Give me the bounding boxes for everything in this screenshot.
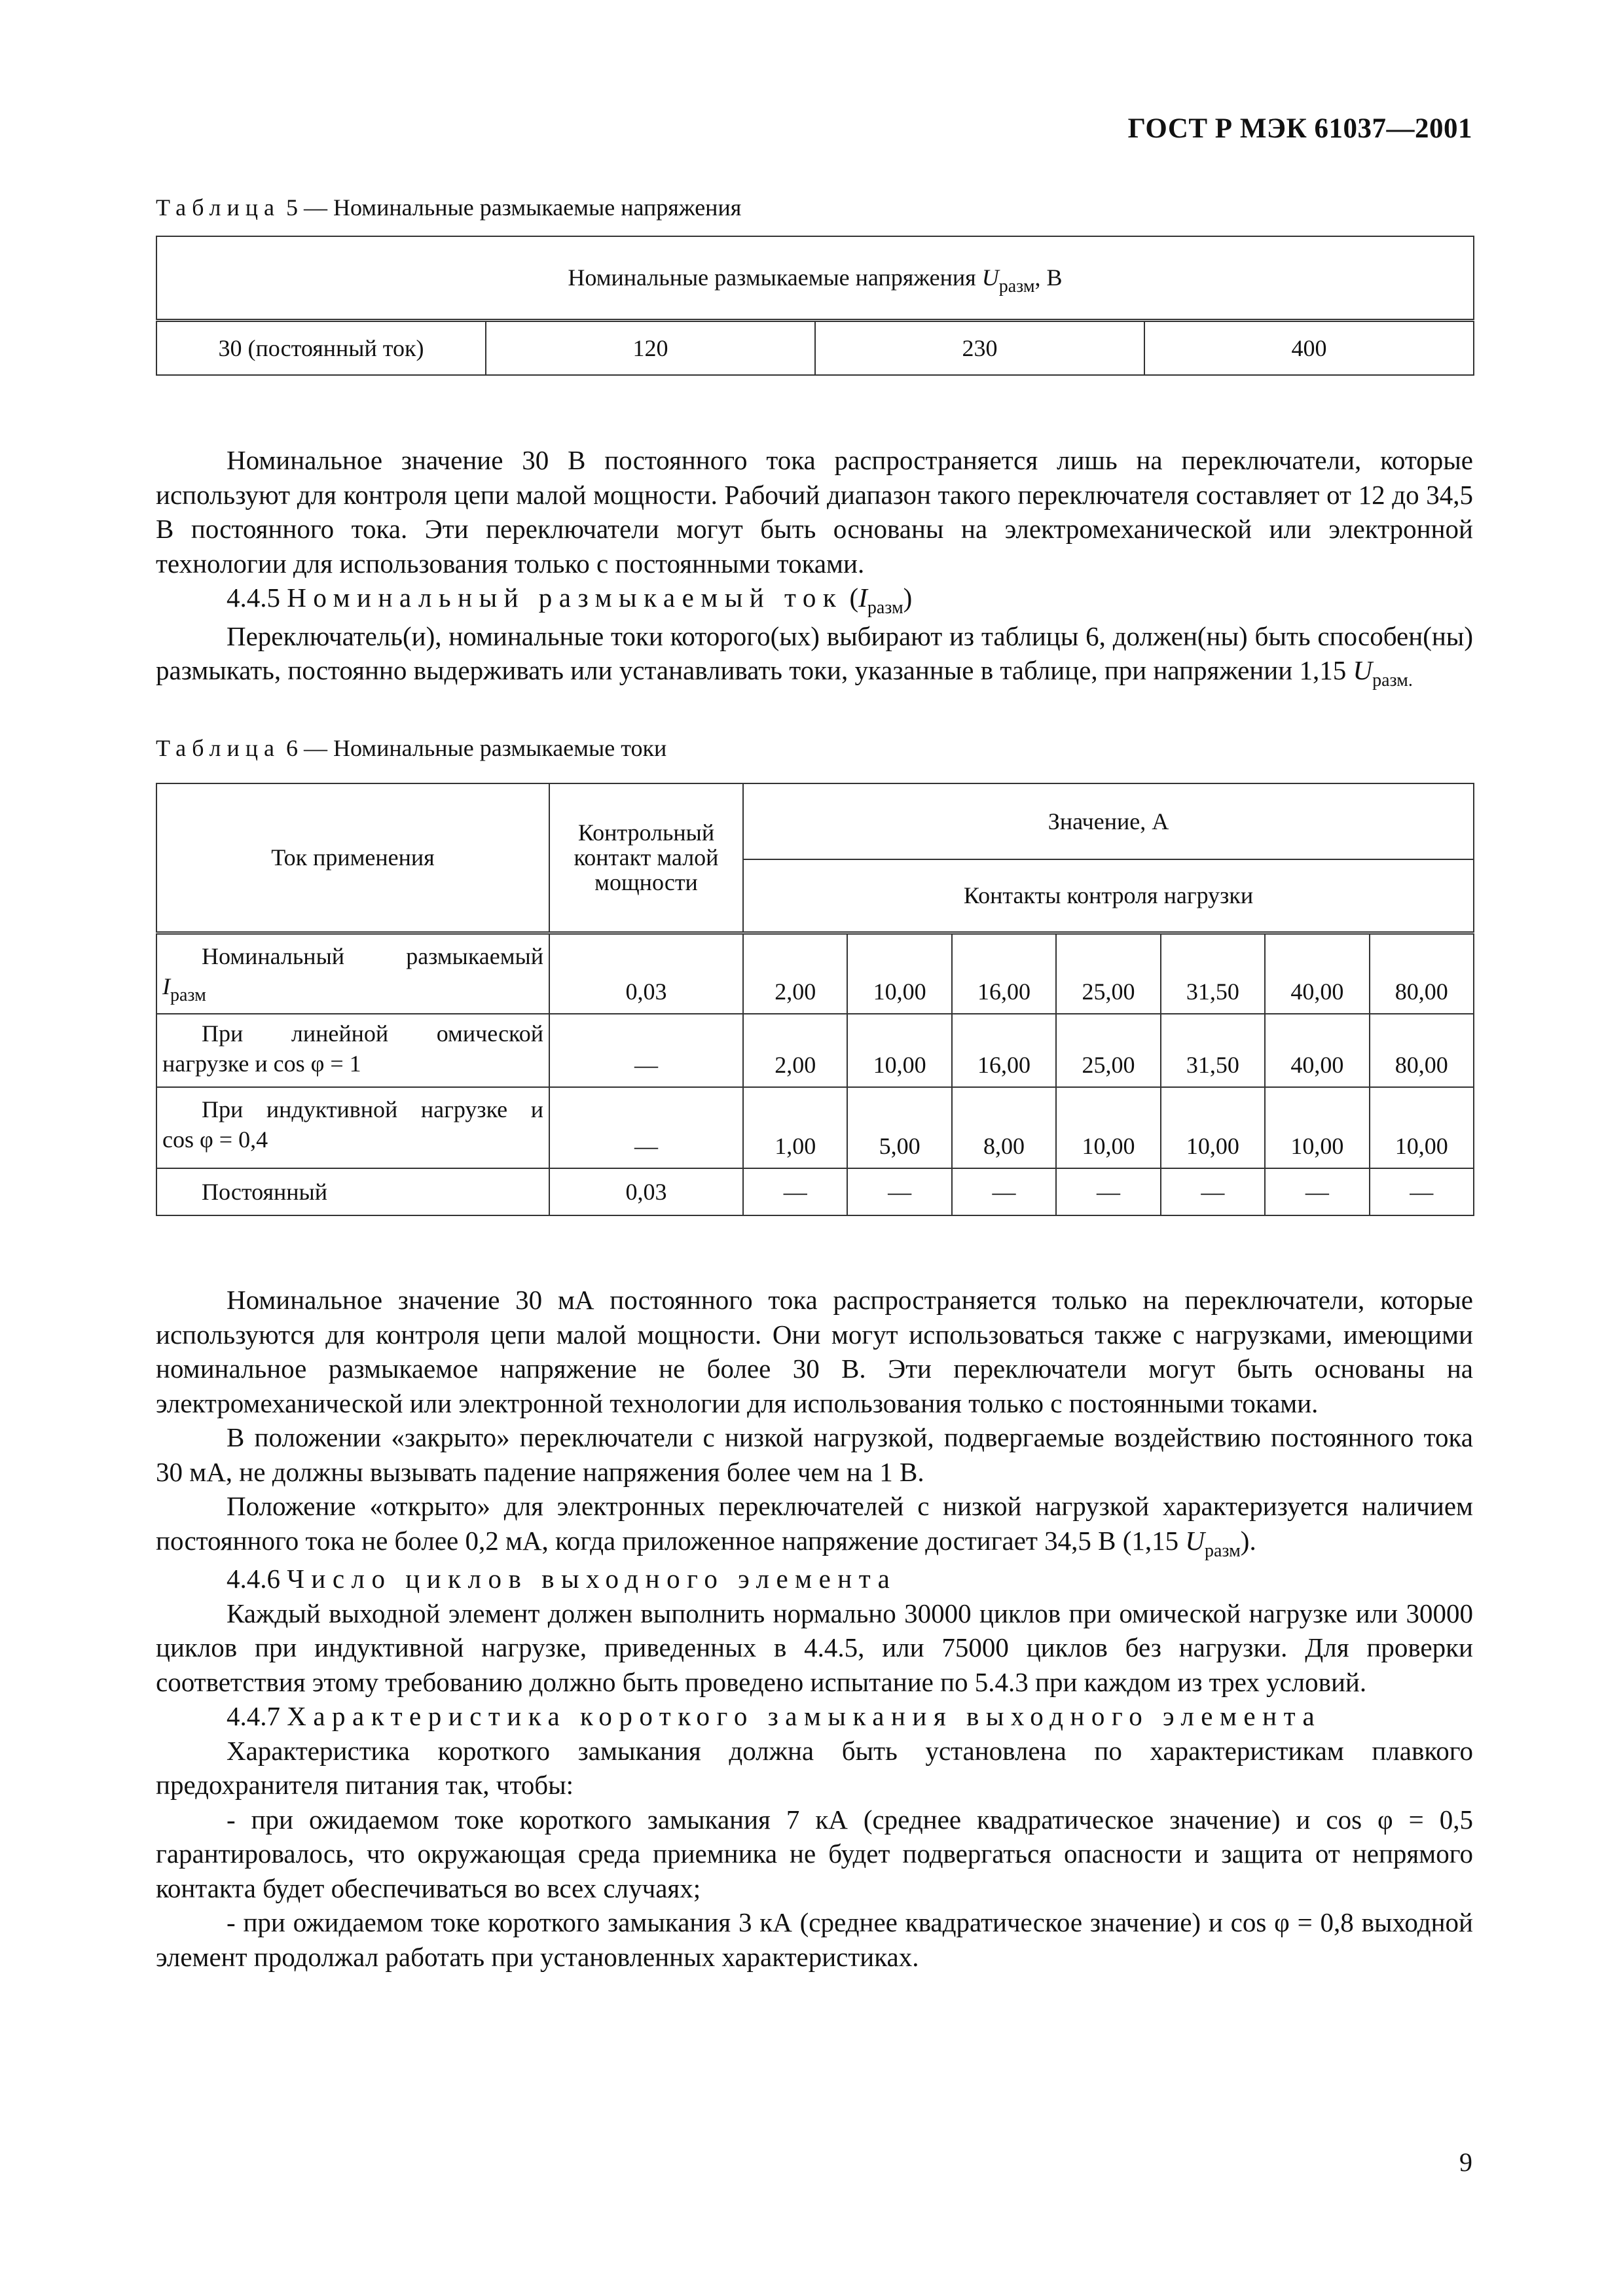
section-4-4-5-heading xyxy=(156,581,1473,619)
value-cell: 10,00 xyxy=(1370,1087,1474,1168)
table6-caption-text: 6 — Номинальные размыкаемые токи xyxy=(285,735,667,761)
text-block-1 xyxy=(156,443,1473,692)
list-item: - при ожидаемом токе короткого замыкания 3 кА (среднее квадратическое значение) и cos φ = 0,8 выходной элемент продолжал работать при установленных характеристиках. xyxy=(156,1907,1473,1972)
section-number: 4.4.7 xyxy=(227,1701,280,1731)
value-cell: 25,00 xyxy=(1056,1014,1160,1087)
value-cell: 31,50 xyxy=(1161,933,1265,1014)
value-cell: 2,00 xyxy=(743,1014,847,1087)
table6-caption-word: Таблица xyxy=(156,735,280,761)
value-cell: — xyxy=(952,1168,1056,1215)
symbol-sub: разм xyxy=(1204,1540,1241,1561)
table5-header-symbol: U xyxy=(981,264,999,291)
value-cell: 16,00 xyxy=(952,933,1056,1014)
symbol: I xyxy=(162,973,170,999)
table5-caption xyxy=(156,194,741,221)
col-header-current: Ток применения xyxy=(156,783,549,933)
row-label: Постоянный xyxy=(156,1168,549,1215)
paragraph: Характеристика короткого замыкания должна быть установлена по характеристикам плавкого предохранителя питания так, чтобы: xyxy=(156,1735,1473,1800)
table5 xyxy=(156,236,1474,376)
table5-caption-word: Таблица xyxy=(156,194,280,221)
table-row xyxy=(156,933,1474,1014)
row-label xyxy=(156,933,549,1014)
table-row xyxy=(156,1168,1474,1215)
value-cell: 10,00 xyxy=(1265,1087,1369,1168)
section-title: Число циклов выходного элемента xyxy=(287,1564,897,1594)
symbol: U xyxy=(1185,1525,1205,1556)
paragraph: Каждый выходной элемент должен выполнить нормально 30000 циклов при омической нагрузке или 30000 циклов при индуктивной нагрузке, приведенных в 4.4.5, или 75000 циклов без нагрузки. Для проверки соответствия этому требованию должно быть проведено испытание по 5.4.3 при каждом из трех условий. xyxy=(156,1598,1473,1697)
paragraph: Номинальное значение 30 В постоянного тока распространяется лишь на переключатели, которые используют для контроля цепи малой мощности. Рабочий диапазон такого переключателя составляет от 12 до 34,5 В постоянного тока. Эти переключатели могут быть основаны на электромеханической или электронной технологии для использования только с постоянными токами. xyxy=(156,445,1473,579)
low-power-cell: — xyxy=(549,1087,743,1168)
col-header-low-power: Контрольный контакт малой мощности xyxy=(549,783,743,933)
symbol-sub: разм xyxy=(867,598,903,618)
symbol-sub: разм. xyxy=(1372,670,1413,691)
value-cell: 2,00 xyxy=(743,933,847,1014)
section-title: Характеристика короткого замыкания выходного элемента xyxy=(287,1701,1322,1731)
row-label xyxy=(156,1087,549,1168)
table6 xyxy=(156,783,1474,1216)
value-cell: 8,00 xyxy=(952,1087,1056,1168)
row-label-line2: cos φ = 0,4 xyxy=(162,1126,268,1153)
table5-header-unit: , В xyxy=(1034,264,1063,291)
value-cell: 10,00 xyxy=(847,933,951,1014)
table5-cell: 120 xyxy=(486,320,815,375)
section-4-4-6-heading xyxy=(156,1562,1473,1596)
value-cell: 80,00 xyxy=(1370,1014,1474,1087)
table-row xyxy=(156,1014,1474,1087)
paragraph-end: ). xyxy=(1240,1525,1256,1556)
symbol-sub: разм xyxy=(170,984,206,1005)
value-cell: 10,00 xyxy=(847,1014,951,1087)
paragraph: В положении «закрыто» переключатели с низкой нагрузкой, подвергаемые воздействию постоянного тока 30 мА, не должны вызывать падение напряжения более чем на 1 В. xyxy=(156,1422,1473,1487)
value-cell: — xyxy=(1265,1168,1369,1215)
row-label xyxy=(156,1014,549,1087)
text-block-2 xyxy=(156,1283,1473,1974)
section-4-4-7-heading xyxy=(156,1699,1473,1734)
value-cell: 1,00 xyxy=(743,1087,847,1168)
list-item: - при ожидаемом токе короткого замыкания 7 кА (среднее квадратическое значение) и cos φ = 0,5 гарантировалось, что окружающая среда приемника не будет подвергаться опасности и защита от непрямого контакта будет обеспечиваться во всех случаях; xyxy=(156,1804,1473,1903)
value-cell: 40,00 xyxy=(1265,933,1369,1014)
page-number: 9 xyxy=(1459,2147,1472,2177)
section-number: 4.4.5 xyxy=(227,583,280,613)
table5-header xyxy=(156,236,1474,320)
value-cell: 10,00 xyxy=(1161,1087,1265,1168)
document-code: ГОСТ Р МЭК 61037—2001 xyxy=(1127,113,1472,144)
paragraph-text: Переключатель(и), номинальные токи которого(ых) выбирают из таблицы 6, должен(ны) быть способен(ны) размыкать, постоянно выдерживать или устанавливать токи, указанные в таблице, при напряжении 1,15 xyxy=(156,620,1473,685)
value-cell: 5,00 xyxy=(847,1087,951,1168)
value-cell: 80,00 xyxy=(1370,933,1474,1014)
value-cell: — xyxy=(743,1168,847,1215)
low-power-cell: 0,03 xyxy=(549,933,743,1014)
row-label-line2: нагрузке и cos φ = 1 xyxy=(162,1050,361,1077)
section-title: Номинальный размыкаемый ток xyxy=(287,583,843,613)
table6-caption xyxy=(156,734,666,762)
section-number: 4.4.6 xyxy=(227,1564,280,1594)
value-cell: 40,00 xyxy=(1265,1014,1369,1087)
symbol-paren: ( xyxy=(849,583,859,613)
value-cell: — xyxy=(1370,1168,1474,1215)
row-label-line1: Номинальный размыкаемый xyxy=(202,942,543,969)
table-row xyxy=(156,1087,1474,1168)
col-header-load: Контакты контроля нагрузки xyxy=(743,859,1474,933)
paragraph: Номинальное значение 30 мА постоянного тока распространяется только на переключатели, которые используются для контроля цепи малой мощности. Они могут использоваться также с нагрузками, имеющими номинальное размыкаемое напряжение не более 30 В. Эти переключатели могут быть основаны на электромеханической или электронной технологии для использования только с постоянными токами. xyxy=(156,1285,1473,1418)
table5-cell: 400 xyxy=(1144,320,1474,375)
table5-header-sub: разм xyxy=(998,276,1035,297)
symbol: I xyxy=(858,583,867,613)
value-cell: — xyxy=(1161,1168,1265,1215)
symbol-paren: ) xyxy=(903,583,913,613)
value-cell: — xyxy=(847,1168,951,1215)
symbol: U xyxy=(1353,655,1373,685)
col-header-value: Значение, А xyxy=(743,783,1474,859)
low-power-cell: 0,03 xyxy=(549,1168,743,1215)
value-cell: 31,50 xyxy=(1161,1014,1265,1087)
table5-caption-text: 5 — Номинальные размыкаемые напряжения xyxy=(285,194,742,221)
paragraph-text: Положение «открыто» для электронных переключателей с низкой нагрузкой характеризуется наличием постоянного тока не более 0,2 мА, когда приложенное напряжение достигает 34,5 В (1,15 xyxy=(156,1491,1473,1556)
value-cell: 10,00 xyxy=(1056,1087,1160,1168)
paragraph xyxy=(156,619,1473,692)
value-cell: 25,00 xyxy=(1056,933,1160,1014)
table5-header-text: Номинальные размыкаемые напряжения xyxy=(568,264,976,291)
value-cell: — xyxy=(1056,1168,1160,1215)
table5-cell: 230 xyxy=(815,320,1144,375)
paragraph xyxy=(156,1489,1473,1562)
table5-cell: 30 (постоянный ток) xyxy=(156,320,486,375)
low-power-cell: — xyxy=(549,1014,743,1087)
row-label-line1: При индуктивной нагрузке и xyxy=(202,1096,543,1122)
value-cell: 16,00 xyxy=(952,1014,1056,1087)
row-label-line1: При линейной омической xyxy=(202,1020,543,1047)
